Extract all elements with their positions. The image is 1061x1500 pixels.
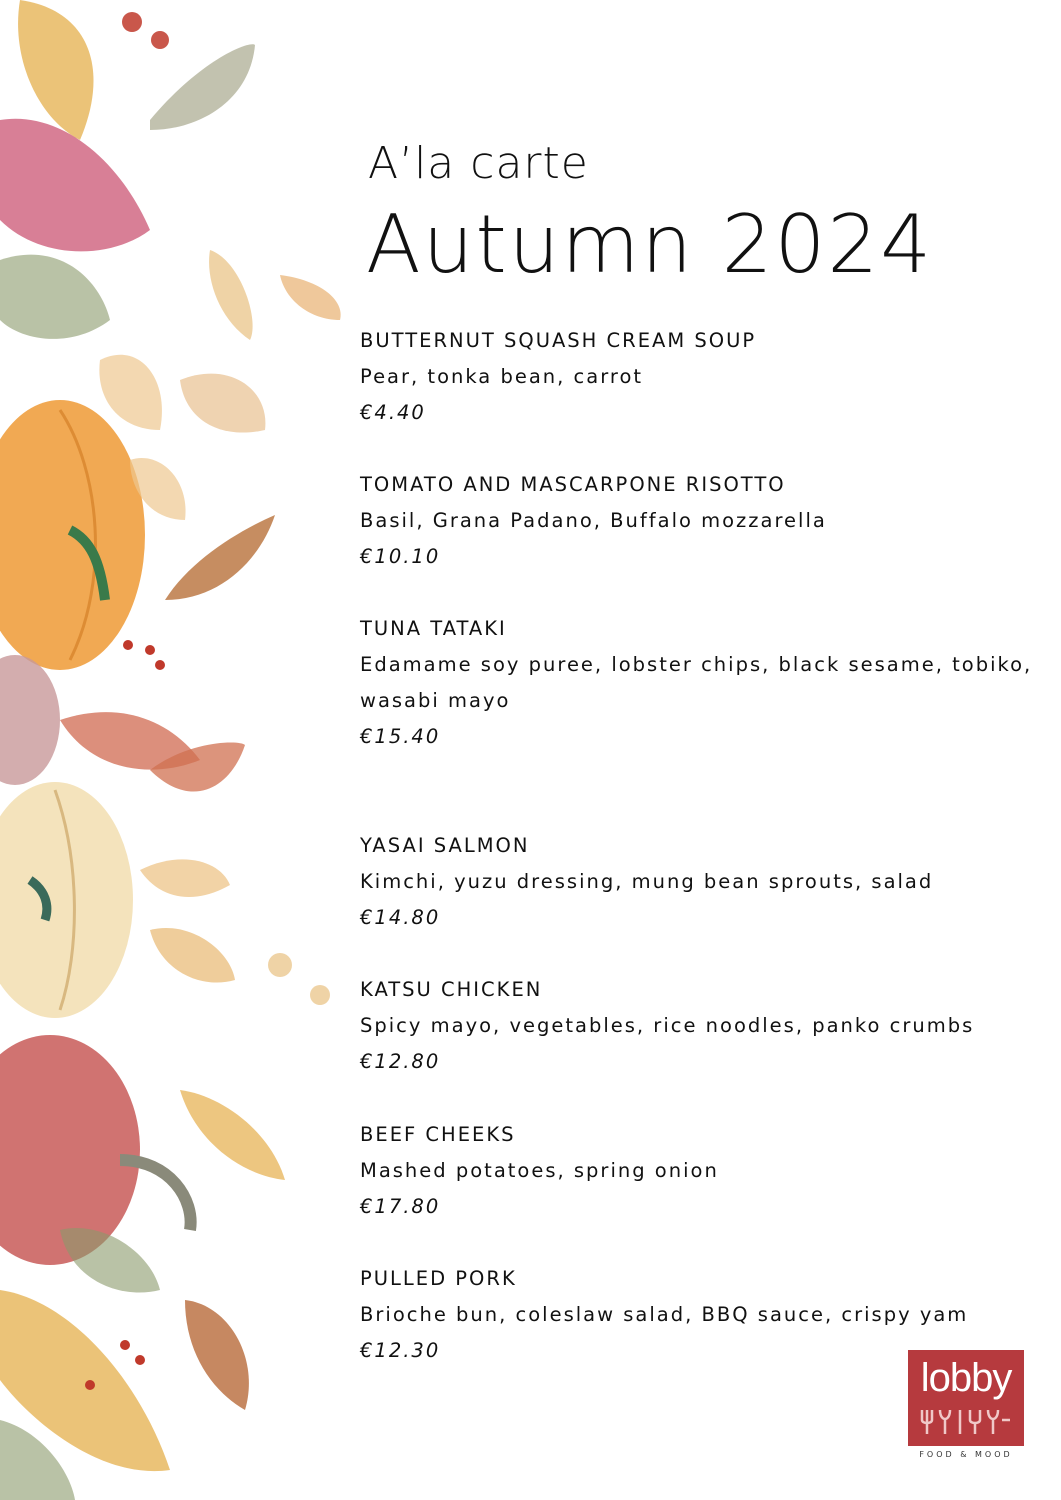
menu-subtitle: A’la carte [368,138,589,189]
dish-name: TOMATO AND MASCARPONE RISOTTO [360,473,786,496]
dish-description: Kimchi, yuzu dressing, mung bean sprouts, salad [360,870,934,893]
leaf-icon [280,275,341,320]
leaf-icon [150,44,255,130]
logo-wordmark: lobby [920,1356,1012,1400]
leaf-icon [60,1228,160,1292]
menu-item [360,828,1040,936]
dish-description: Edamame soy puree, lobster chips, black sesame, tobiko, wasabi mayo [360,653,1033,712]
pumpkin-icon [0,655,60,785]
lobby-logo [908,1350,1024,1446]
menu-item [360,323,1040,431]
berry-icon [145,645,155,655]
berry-icon [85,1380,95,1390]
menu-item [360,611,1040,755]
leaf-icon [165,515,275,600]
leaf-icon [99,355,162,430]
dish-description: Brioche bun, coleslaw salad, BBQ sauce, crispy yam [360,1303,969,1326]
leaf-icon [209,250,253,340]
menu-title: Autumn 2024 [366,198,934,291]
dish-price: €17.80 [360,1195,441,1218]
dish-description: Mashed potatoes, spring onion [360,1159,719,1182]
leaf-icon [150,928,235,983]
dish-price: €14.80 [360,906,441,929]
dish-name: BUTTERNUT SQUASH CREAM SOUP [360,329,757,352]
leaf-icon [0,255,110,339]
menu-item [360,972,1040,1080]
dish-description: Spicy mayo, vegetables, rice noodles, panko crumbs [360,1014,975,1037]
berry-icon [155,660,165,670]
dish-description: Pear, tonka bean, carrot [360,365,644,388]
leaf-icon [140,859,230,897]
leaf-icon [0,119,150,252]
menu-item [360,467,1040,575]
dish-price: €15.40 [360,725,441,748]
dish-name: BEEF CHEEKS [360,1123,516,1146]
autumn-watercolor-illustration [0,0,360,1500]
leaf-icon [180,1090,285,1180]
berry-icon [120,1340,130,1350]
dish-name: TUNA TATAKI [360,617,507,640]
dish-price: €4.40 [360,401,426,424]
utensils-icon [918,1406,1014,1436]
dish-name: YASAI SALMON [360,834,530,857]
leaf-icon [18,0,93,140]
dish-description: Basil, Grana Padano, Buffalo mozzarella [360,509,827,532]
berry-icon [151,31,169,49]
berry-icon [122,12,142,32]
dish-price: €10.10 [360,545,441,568]
menu-item [360,1117,1040,1225]
dish-price: €12.80 [360,1050,441,1073]
dish-price: €12.30 [360,1339,441,1362]
logo-tagline: FOOD & MOOD [919,1450,1013,1459]
leaf-icon [185,1300,249,1410]
dish-name: KATSU CHICKEN [360,978,543,1001]
dish-name: PULLED PORK [360,1267,517,1290]
berry-icon [135,1355,145,1365]
berry-icon [123,640,133,650]
leaf-icon [180,374,265,433]
